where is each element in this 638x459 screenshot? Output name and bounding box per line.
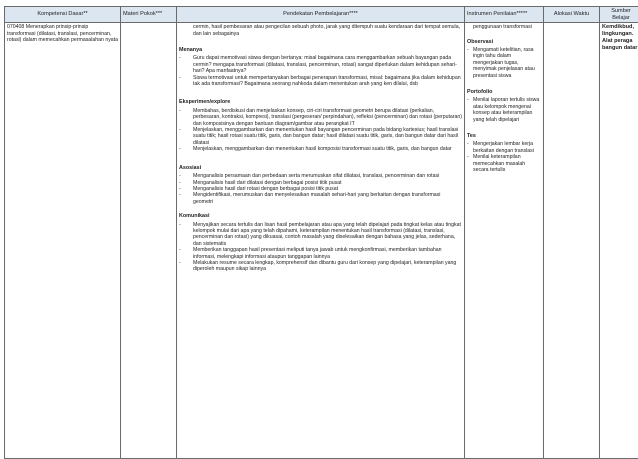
komunikasi-item: Memberikan tanggapan hasil presentasi meliputi tanya jawab untuk mengkonfirmasi, memberikan tambahan informasi, melengkapi informasi ataupun tanggapan lainnya [193,247,462,260]
bullet: - [179,260,193,273]
cell-sumber [600,23,638,459]
observasi-title: Observasi [467,39,541,45]
pendekatan-intro: cermin, hasil pembesaran atau pengecilan sebuah photo, jarak yang ditempuh suatu kendaraan dari tempat semula, dan lain sebagainya [179,24,462,37]
list-item [179,247,462,260]
portofolio-text: Menilai laporan tertulis siswa atau kelompok mengenai konsep atau keterampilan yang telah dipelajari [473,97,541,123]
asosiasi-item: Mengidentifikasi, merumuskan dan menyelesaikan masalah sehari-hari yang berkaitan dengan transformasi geometri [193,192,462,205]
komunikasi-item: Menyajikan secara tertulis dan lisan hasil pembelajaran atau apa yang telah dipelajari pada tingkat kelas atau tingkat kelompok mulai dari apa yang telah dipahami, keterampilan menentukan hasil transformasi (dilatasi, translasi, pencerminan dan rotasi) yang dikuasai, contoh masalah yang diselesaikan dengan bahasa yang jelas, sederhana, dan sistematis [193,222,462,248]
menanya-item: Guru dapat memotivasi siswa dengan bertanya: misal bagaimana cara menggambarkan sebuah bayangan pada cermin? mengapa transformasi (dilatasi, translasi, pencerminan, rotasi) sangat diperlukan dalam kehidupan sehari-hari? Apa manfaatnya? [193,55,462,74]
bullet: - [179,127,193,146]
komunikasi-item: Melakukan resume secara lengkap, komprehensif dan dibantu guru dari konsep yang dipelajari, keterampilan yang diperoleh maupun sikap lainnya [193,260,462,273]
list-item [179,146,462,152]
cell-pendekatan [177,23,465,459]
list-item [467,47,541,79]
bullet: - [179,146,193,152]
list-item [179,260,462,273]
asosiasi-title: Asosiasi [179,165,462,171]
bullet: - [179,186,193,192]
tes-title: Tes [467,133,541,139]
komunikasi-title: Komunikasi [179,213,462,219]
list-item [179,75,462,88]
list-item [179,127,462,146]
kd-text: 070408 Menerapkan prinsip-prinsip transformasi (dilatasi, translasi, pencerminan, rotasi) dalam memecahkan permasalahan nyata [7,24,118,43]
cell-instrumen [465,23,544,459]
eksperimen-item: Membahas, berdiskusi dan menjelaskan konsep, ciri-ciri transformasi geometri berupa dilatasi (perkalian, perbesaran, kontraksi, kompresi), translasi (pergeseran/ perpindahan), refleksi (pencerminan) dan rotasi (perputaran) dan komposisinya dengan bantuan diagram/gambar atau perangkat IT [193,108,462,127]
tes-item: Mengerjakan lembar kerja berkaitan dengan translasi [473,141,541,154]
tes-item: Menilai keterampilan memecahkan masalah secara tertulis [473,154,541,173]
eksperimen-item: Menjelaskan, menggambarkan dan menentukan hasil bayangan pencerminan pada bidang kartesius; hasil translasi suatu titik; hasil rotasi suatu titik, garis, dan bangun datar; hasil dilatasi suatu titik, garis, dan bangun datar dari hasil dilatasi [193,127,462,146]
eksperimen-item: Menjelaskan, menggambarkan dan menentukan hasil komposisi transformasi suatu titik, garis, dan bangun datar [193,146,462,152]
bullet: - [179,222,193,248]
bullet: - [179,55,193,74]
observasi-text: Mengamati ketelitian, rasa ingin tahu dalam mengerjakan tugas, menyimak penjelasan atau presentasi siswa [473,47,541,79]
header-materi: Materi Pokok*** [121,7,177,23]
header-sumber: Sumber Belajar [600,7,638,23]
bullet: - [179,173,193,179]
asosiasi-item: Menganalisis hasil dari dilatasi dengan berbagai posisi titik pusat [193,180,462,186]
list-item [179,108,462,127]
bullet: - [179,108,193,127]
bullet: - [467,47,473,79]
eksperimen-title: Eksperimen/explore [179,99,462,105]
cell-kompetensi [5,23,121,459]
header-alokasi: Alokasi Waktu [544,7,600,23]
menanya-item: Siswa termotivasi untuk mempertanyakan berbagai penerapan transformasi, misal: bagaimana jika dalam kehidupan tak ada transformasi? Bagaimana seorang nahkoda dalam menentukan arah yang ken dilalui, dsb [193,75,462,88]
bullet: - [467,154,473,173]
table-row [5,23,638,459]
list-item [467,97,541,123]
asosiasi-item: Menganalisis persamaan dan perbedaan serta merumuskan sifat dilatasi, translasi, pencerminan dan rotasi [193,173,462,179]
portofolio-title: Portofolio [467,89,541,95]
header-row [5,7,638,23]
bullet: - [179,75,193,88]
sumber-text: Kemdikbud, lingkungan. Alat peraga bangun datar [602,24,638,51]
bullet: - [179,247,193,260]
header-kompetensi: Kompetensi Dasar** [5,7,121,23]
asosiasi-item: Menganalisis hasil dari rotasi dengan berbagai posisi titik pusat [193,186,462,192]
list-item [467,141,541,154]
menanya-title: Menanya [179,47,462,53]
header-pendekatan: Pendekatan Pembelajaran**** [177,7,465,23]
cell-alokasi [544,23,600,459]
list-item [179,192,462,205]
bullet: - [467,141,473,154]
list-item [179,222,462,248]
bullet: - [467,97,473,123]
bullet: - [179,180,193,186]
bullet: - [179,192,193,205]
instrumen-top: penggunaan transformasi [467,24,541,30]
syllabus-table [4,6,638,459]
header-instrumen: Instrumen Penilaian***** [465,7,544,23]
list-item [179,55,462,74]
cell-materi [121,23,177,459]
list-item [467,154,541,173]
